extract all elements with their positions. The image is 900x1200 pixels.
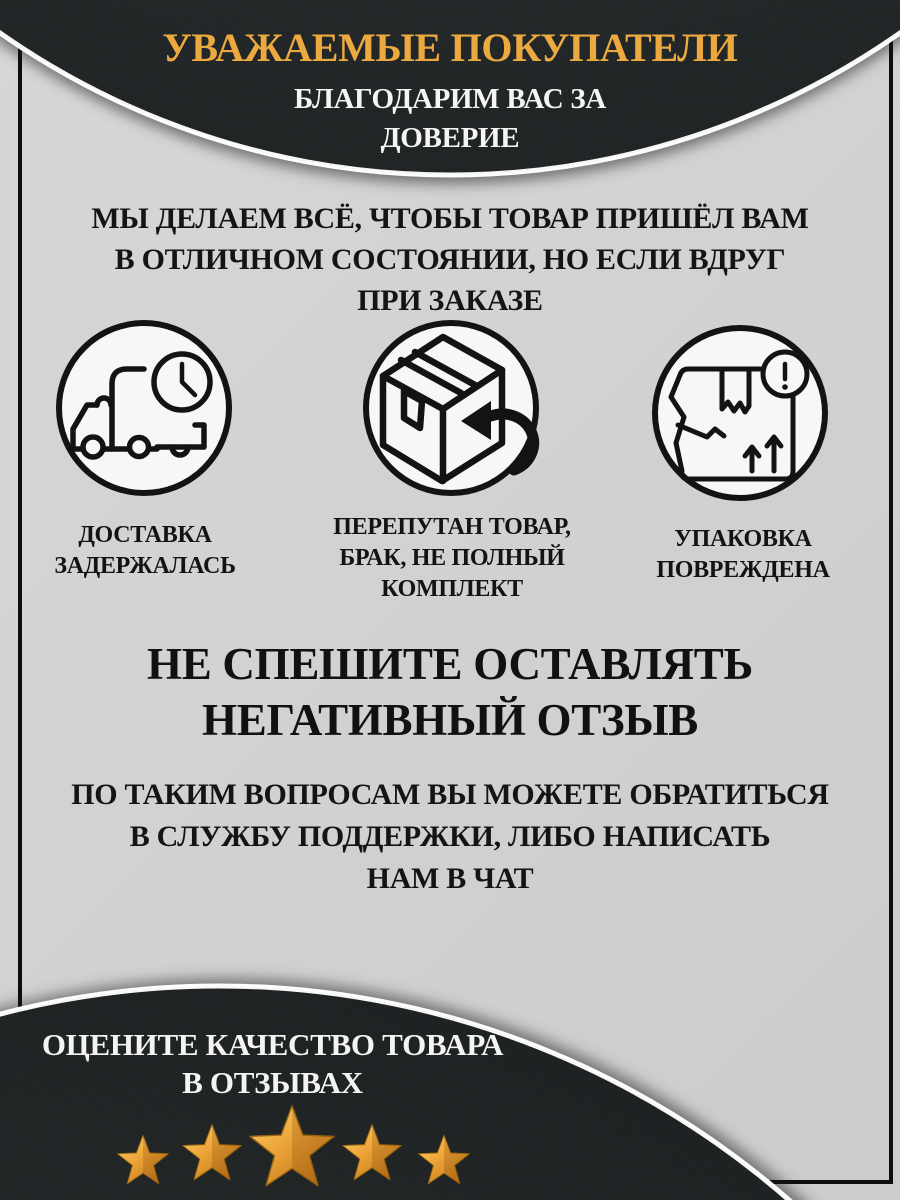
issue-label: ПЕРЕПУТАН ТОВАР, БРАК, НЕ ПОЛНЫЙ КОМПЛЕКТ [333,514,571,602]
header-subtitle-line: БЛАГОДАРИМ ВАС ЗА [294,83,606,115]
clock-icon [154,354,210,410]
warning-line: НЕГАТИВНЫЙ ОТЗЫВ [202,695,698,745]
star-icon [183,1124,241,1180]
star-icon [250,1106,334,1186]
intro-line: В ОТЛИЧНОМ СОСТОЯНИИ, НО ЕСЛИ ВДРУГ [114,243,786,276]
star-icon [418,1135,469,1184]
intro-line: МЫ ДЕЛАЕМ ВСЁ, ЧТОБЫ ТОВАР ПРИШЁЛ ВАМ [91,202,809,235]
delivery-truck-clock-icon [50,318,240,508]
issue-label: УПАКОВКА ПОВРЕЖДЕНА [656,526,830,583]
header-title: УВАЖАЕМЫЕ ПОКУПАТЕЛИ [162,25,738,70]
star-icon [343,1124,401,1180]
star-icon [117,1135,168,1184]
warning-line: НЕ СПЕШИТЕ ОСТАВЛЯТЬ [147,639,753,689]
warning-heading [0,636,900,748]
support-line: НАМ В ЧАТ [366,862,534,895]
damaged-package-icon [648,325,838,515]
support-line: В СЛУЖБУ ПОДДЕРЖКИ, ЛИБО НАПИСАТЬ [129,820,771,853]
return-box-icon [357,318,547,508]
footer-title [0,1026,545,1102]
footer-title-line: В ОТЗЫВАХ [182,1065,363,1100]
issue-label: ДОСТАВКА ЗАДЕРЖАЛАСЬ [54,522,236,579]
issue-card-damaged [628,318,858,586]
intro-text [0,198,900,321]
support-line: ПО ТАКИМ ВОПРОСАМ ВЫ МОЖЕТЕ ОБРАТИТЬСЯ [71,778,829,811]
header-subtitle [0,80,900,158]
exclamation-icon [763,352,807,396]
issue-card-wrong-item [312,318,592,605]
issue-card-delivery [30,318,260,582]
intro-line: ПРИ ЗАКАЗЕ [357,284,543,317]
support-text [0,774,900,900]
rating-stars [85,1095,515,1200]
footer-title-line: ОЦЕНИТЕ КАЧЕСТВО ТОВАРА [41,1027,504,1062]
header-subtitle-line: ДОВЕРИЕ [380,122,520,154]
